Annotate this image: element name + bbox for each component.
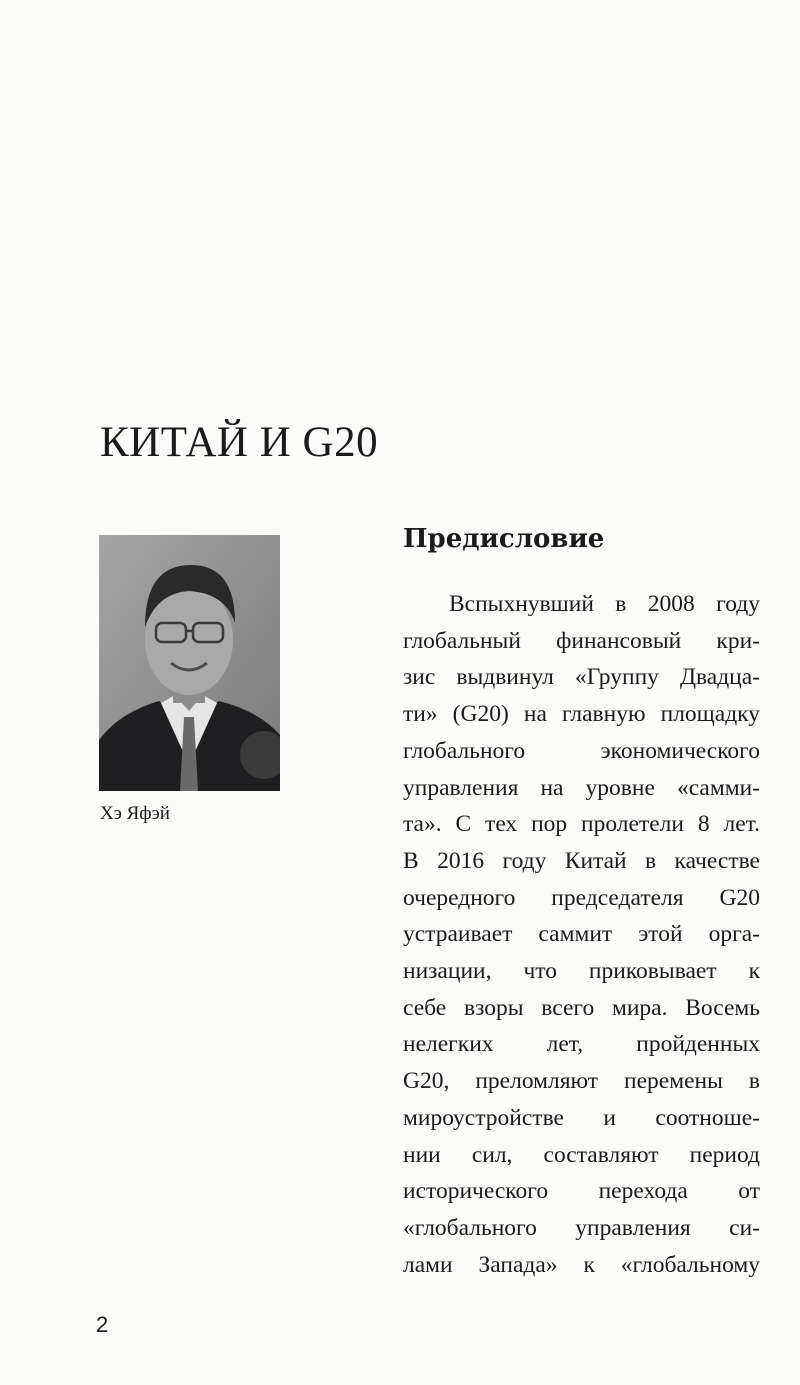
photo-caption: Хэ Яфэй <box>100 803 170 824</box>
text-line: та». С тех пор пролетели 8 лет. <box>403 811 760 838</box>
text-line: нелегких лет, пройденных <box>403 1031 760 1058</box>
text-line: зис выдвинул «Группу Двадца- <box>403 664 760 691</box>
text-line: исторического перехода от <box>403 1178 760 1205</box>
text-line: Вспыхнувший в 2008 году <box>449 591 760 617</box>
author-photo <box>99 535 280 791</box>
text-line: лами Запада» к «глобальному <box>403 1251 760 1278</box>
text-line: В 2016 году Китай в качестве <box>403 847 760 874</box>
text-line: себе взоры всего мира. Восемь <box>403 994 760 1021</box>
text-line: глобального экономического <box>403 737 760 764</box>
text-line: низации, что приковывает к <box>403 958 760 985</box>
text-line: G20, преломляют перемены в <box>403 1068 760 1095</box>
page-title: КИТАЙ И G20 <box>100 419 379 466</box>
body-paragraph <box>403 586 760 1283</box>
text-line: мироустройстве и соотноше- <box>403 1104 760 1131</box>
text-line: «глобального управления си- <box>403 1214 760 1241</box>
text-line: устраивает саммит этой орга- <box>403 921 760 948</box>
text-line: ти» (G20) на главную площадку <box>403 701 760 728</box>
text-line: глобальный финансовый кри- <box>403 627 760 654</box>
text-line: нии сил, составляют период <box>403 1141 760 1168</box>
section-heading: Предисловие <box>403 524 605 554</box>
text-line: очередного председателя G20 <box>403 884 760 911</box>
text-line: управления на уровне «самми- <box>403 774 760 801</box>
page-number: 2 <box>96 1312 109 1337</box>
